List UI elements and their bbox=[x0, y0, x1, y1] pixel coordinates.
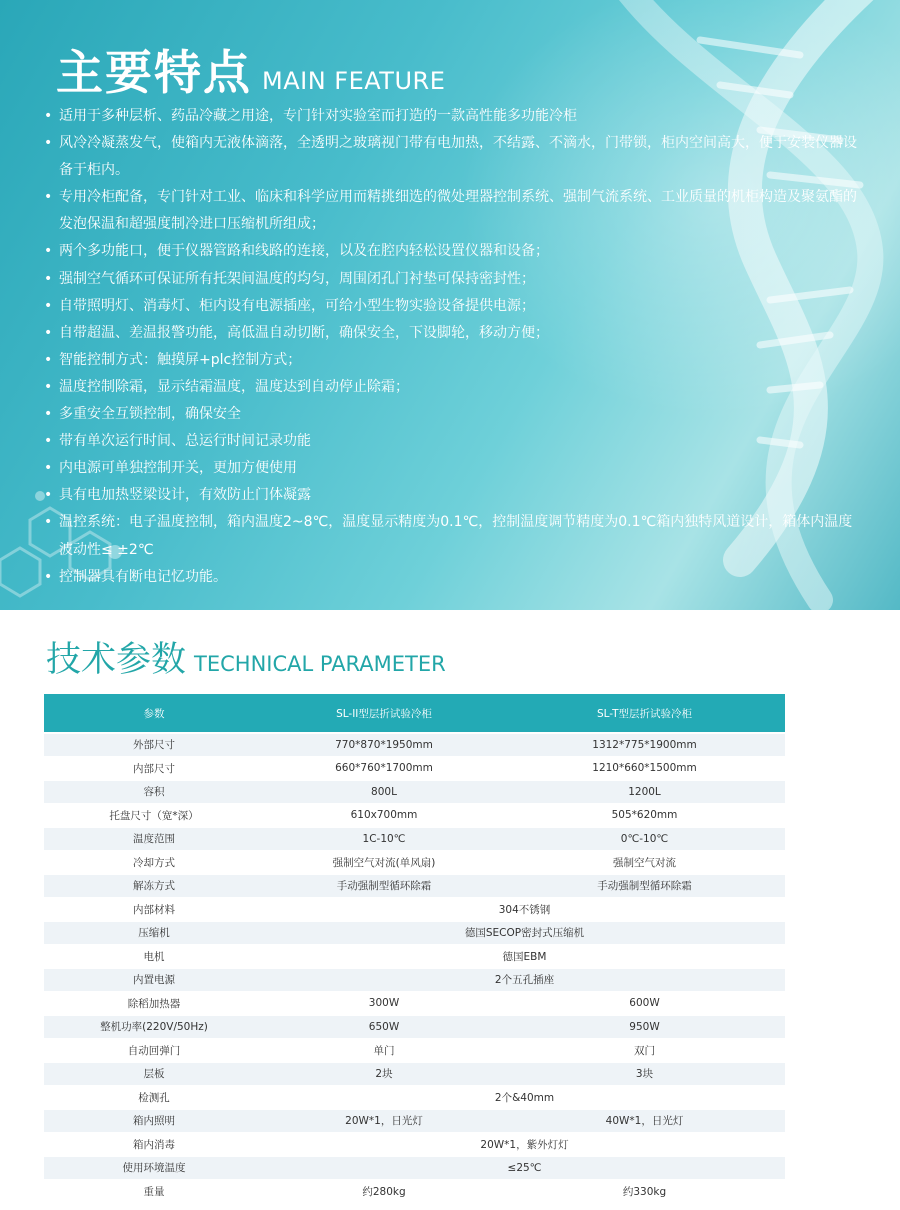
tech-title-en: TECHNICAL PARAMETER bbox=[194, 652, 446, 676]
param-value-cell: 双门 bbox=[504, 1039, 785, 1063]
param-name-cell: 检测孔 bbox=[44, 1086, 264, 1110]
feature-item: • 自带照明灯、消毒灯、柜内设有电源插座，可给小型生物实验设备提供电源； bbox=[44, 293, 864, 320]
param-value-cell: 德国SECOP密封式压缩机 bbox=[264, 921, 785, 945]
table-row bbox=[44, 921, 785, 945]
tech-title-cn: 技术参数 bbox=[46, 640, 187, 680]
table-row bbox=[44, 1086, 785, 1110]
table-row bbox=[44, 898, 785, 922]
column-header: SL-T型层折试验冷柜 bbox=[504, 694, 785, 733]
feature-item: • 具有电加热竖梁设计，有效防止门体凝露 bbox=[44, 482, 864, 509]
table-row bbox=[44, 757, 785, 781]
column-header: 参数 bbox=[44, 694, 264, 733]
feature-item: • 自带超温、差温报警功能，高低温自动切断，确保安全，下设脚轮，移动方便； bbox=[44, 320, 864, 347]
param-name-cell: 解冻方式 bbox=[44, 874, 264, 898]
feature-section-title bbox=[56, 36, 445, 103]
param-name-cell: 除稻加热器 bbox=[44, 992, 264, 1016]
param-value-cell: 约280kg bbox=[264, 1180, 504, 1203]
param-value-cell: 德国EBM bbox=[264, 945, 785, 969]
param-name-cell: 托盘尺寸（宽*深） bbox=[44, 804, 264, 828]
table-row bbox=[44, 1039, 785, 1063]
param-value-cell: 660*760*1700mm bbox=[264, 757, 504, 781]
param-name-cell: 内部尺寸 bbox=[44, 757, 264, 781]
param-name-cell: 箱内消毒 bbox=[44, 1133, 264, 1157]
param-value-cell: 1C-10℃ bbox=[264, 827, 504, 851]
table-row bbox=[44, 851, 785, 875]
feature-title-cn: 主要特点 bbox=[56, 46, 252, 101]
feature-list bbox=[44, 103, 864, 591]
param-name-cell: 整机功率(220V/50Hz) bbox=[44, 1015, 264, 1039]
param-name-cell: 压缩机 bbox=[44, 921, 264, 945]
param-value-cell: 手动强制型循环除霜 bbox=[264, 874, 504, 898]
param-value-cell: 610x700mm bbox=[264, 804, 504, 828]
param-value-cell: 950W bbox=[504, 1015, 785, 1039]
param-name-cell: 冷却方式 bbox=[44, 851, 264, 875]
feature-item: • 内电源可单独控制开关，更加方便使用 bbox=[44, 455, 864, 482]
feature-item: • 强制空气循环可保证所有托架间温度的均匀，周围闭孔门衬垫可保持密封性； bbox=[44, 266, 864, 293]
table-row bbox=[44, 780, 785, 804]
param-value-cell: 0℃-10℃ bbox=[504, 827, 785, 851]
param-value-cell: 304不锈钢 bbox=[264, 898, 785, 922]
param-value-cell: 2个五孔插座 bbox=[264, 968, 785, 992]
parameter-table bbox=[44, 694, 785, 1202]
table-row bbox=[44, 1180, 785, 1203]
param-value-cell: 650W bbox=[264, 1015, 504, 1039]
table-row bbox=[44, 968, 785, 992]
column-header: SL-II型层折试验冷柜 bbox=[264, 694, 504, 733]
param-name-cell: 电机 bbox=[44, 945, 264, 969]
feature-item: • 温控系统：电子温度控制，箱内温度2~8℃，温度显示精度为0.1℃，控制温度调节精度为0.1℃箱内独特风道设计，箱体内温度波动性≤ ±2℃ bbox=[44, 509, 864, 563]
feature-item: • 控制器具有断电记忆功能。 bbox=[44, 564, 864, 591]
table-row bbox=[44, 733, 785, 757]
table-body bbox=[44, 733, 785, 1202]
param-name-cell: 外部尺寸 bbox=[44, 733, 264, 757]
feature-item: • 适用于多种层析、药品冷藏之用途，专门针对实验室而打造的一款高性能多功能冷柜 bbox=[44, 103, 864, 130]
feature-item: • 多重安全互锁控制，确保安全 bbox=[44, 401, 864, 428]
param-name-cell: 温度范围 bbox=[44, 827, 264, 851]
param-value-cell: 约330kg bbox=[504, 1180, 785, 1203]
table-row bbox=[44, 945, 785, 969]
table-row bbox=[44, 992, 785, 1016]
param-value-cell: 600W bbox=[504, 992, 785, 1016]
table-row bbox=[44, 1109, 785, 1133]
feature-item: • 风冷冷凝蒸发气，使箱内无液体滴落，全透明之玻璃视门带有电加热，不结露、不滴水，门带锁，柜内空间高大，便于安装仪器设备于柜内。 bbox=[44, 130, 864, 184]
feature-item: • 温度控制除霜，显示结霜温度，温度达到自动停止除霜； bbox=[44, 374, 864, 401]
param-name-cell: 使用环境温度 bbox=[44, 1156, 264, 1180]
table-header-row bbox=[44, 694, 785, 733]
param-value-cell: 800L bbox=[264, 780, 504, 804]
feature-item: • 专用冷柜配备，专门针对工业、临床和科学应用而精挑细选的微处理器控制系统、强制气流系统、工业质量的机柜构造及聚氨酯的发泡保温和超强度制冷进口压缩机所组成； bbox=[44, 184, 864, 238]
param-value-cell: 20W*1，紫外灯灯 bbox=[264, 1133, 785, 1157]
param-name-cell: 层板 bbox=[44, 1062, 264, 1086]
table-row bbox=[44, 1015, 785, 1039]
table-row bbox=[44, 1156, 785, 1180]
feature-title-en: MAIN FEATURE bbox=[262, 67, 446, 95]
param-value-cell: 1210*660*1500mm bbox=[504, 757, 785, 781]
param-value-cell: 505*620mm bbox=[504, 804, 785, 828]
param-value-cell: 强制空气对流 bbox=[504, 851, 785, 875]
table-row bbox=[44, 874, 785, 898]
table-row bbox=[44, 1062, 785, 1086]
feature-item: • 智能控制方式：触摸屏+plc控制方式； bbox=[44, 347, 864, 374]
param-value-cell: ≤25℃ bbox=[264, 1156, 785, 1180]
feature-item: • 带有单次运行时间、总运行时间记录功能 bbox=[44, 428, 864, 455]
table-row bbox=[44, 804, 785, 828]
param-name-cell: 内部材料 bbox=[44, 898, 264, 922]
tech-section-title bbox=[46, 632, 446, 682]
param-value-cell: 手动强制型循环除霜 bbox=[504, 874, 785, 898]
param-value-cell: 1200L bbox=[504, 780, 785, 804]
param-name-cell: 自动回弹门 bbox=[44, 1039, 264, 1063]
param-value-cell: 3块 bbox=[504, 1062, 785, 1086]
param-value-cell: 2个&40mm bbox=[264, 1086, 785, 1110]
param-value-cell: 770*870*1950mm bbox=[264, 733, 504, 757]
param-name-cell: 内置电源 bbox=[44, 968, 264, 992]
param-value-cell: 300W bbox=[264, 992, 504, 1016]
table-row bbox=[44, 1133, 785, 1157]
param-name-cell: 箱内照明 bbox=[44, 1109, 264, 1133]
param-name-cell: 重量 bbox=[44, 1180, 264, 1203]
param-value-cell: 1312*775*1900mm bbox=[504, 733, 785, 757]
param-value-cell: 单门 bbox=[264, 1039, 504, 1063]
param-name-cell: 容积 bbox=[44, 780, 264, 804]
param-value-cell: 20W*1，日光灯 bbox=[264, 1109, 504, 1133]
param-value-cell: 40W*1，日光灯 bbox=[504, 1109, 785, 1133]
param-value-cell: 2块 bbox=[264, 1062, 504, 1086]
param-value-cell: 强制空气对流(单风扇) bbox=[264, 851, 504, 875]
table-row bbox=[44, 827, 785, 851]
feature-item: • 两个多功能口，便于仪器管路和线路的连接，以及在腔内轻松设置仪器和设备； bbox=[44, 238, 864, 265]
